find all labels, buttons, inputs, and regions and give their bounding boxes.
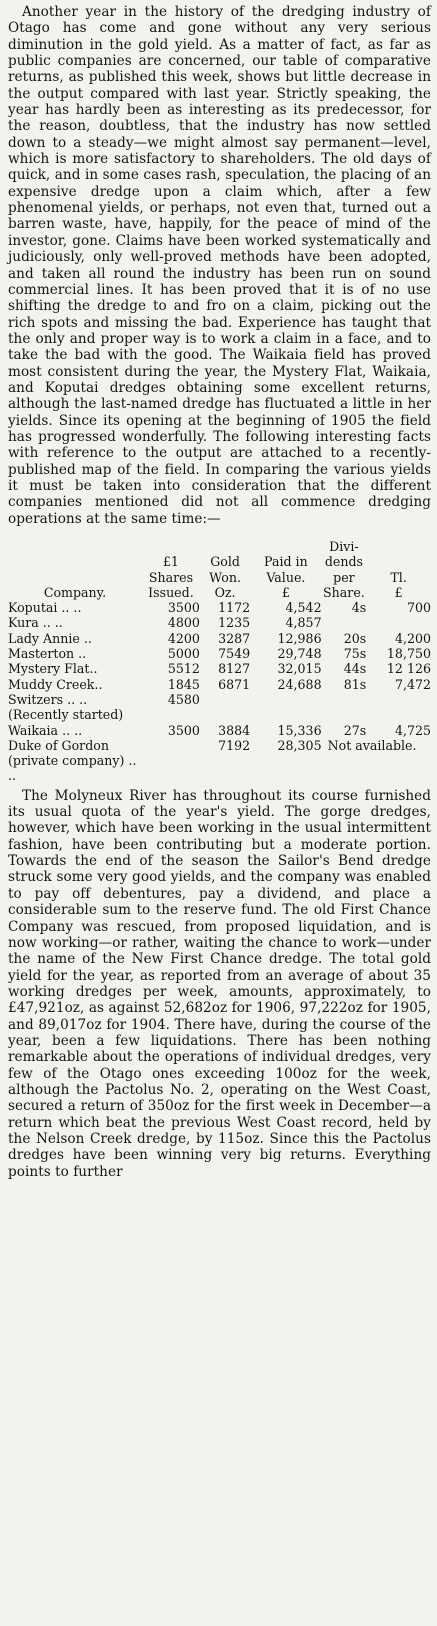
cell-value: 29,748 xyxy=(277,646,322,662)
cell-value: 4,857 xyxy=(285,615,322,631)
table-row xyxy=(8,723,431,738)
cell-shares: 4580 xyxy=(167,691,200,707)
cell-total: 4,200 xyxy=(394,630,431,646)
cell-company: Switzers .. .. (Recently started) xyxy=(8,691,124,723)
cell-total: 18,750 xyxy=(386,646,431,662)
cell-total: 7,472 xyxy=(394,676,431,692)
cell-shares: 1845 xyxy=(167,676,200,692)
cell-company: Muddy Creek.. xyxy=(8,676,103,692)
cell-per-share: 75s xyxy=(343,646,367,662)
cell-total: 4,725 xyxy=(394,722,431,738)
cell-value: 24,688 xyxy=(277,676,322,692)
cell-company: Masterton .. xyxy=(8,646,87,662)
cell-gold: 3287 xyxy=(218,630,251,646)
dredging-returns-table xyxy=(8,539,431,784)
header-paid-value: Paid in Value. £ xyxy=(264,554,308,600)
header-dividends-per-share: Divi- dends per Share. xyxy=(323,539,365,600)
cell-value xyxy=(250,692,321,723)
cell-company: Lady Annie .. xyxy=(8,630,92,646)
cell-per-share: 81s xyxy=(343,676,367,692)
table-header-row xyxy=(8,539,431,600)
article-paragraph-2: The Molyneux River has throughout its course furnished its usual quota of the year's yield. The gorge dredges, however, which have been working in the usual intermittent fashion, have been contributing but a moderate portion. Towards the end of the season the Sailor's Bend dredge struck some very good yields, and the company was enabled to pay off debentures, pay a dividend, and place a considerable sum to the reserve fund. The old First Chance Company was rescued, from proposed liquidation, and is now working—or rather, waiting the chance to work—under the name of the New First Chance dredge. The total gold yield for the year, as reported from an average of about 35 working dredges per week, amounts, approximately, to £47,921oz, as against 52,682oz for 1906, 97,222oz for 1905, and 89,017oz for 1904. There have, during the course of the year, been a few liquidations. There has been nothing remarkable about the operations of individual dredges, very few of the Otago ones exceeding 100oz for the week, although the Pactolus No. 2, operating on the West Coast, secured a return of 350oz for the first week in December—a return which beat the previous West Coast record, held by the Nelson Creek dredge, by 115oz. Since this the Pactolus dredges have been winning very big returns. Everything points to further xyxy=(8,787,431,1180)
cell-per-share xyxy=(322,692,367,723)
cell-total: Not available. xyxy=(327,737,417,753)
table-row xyxy=(8,692,431,723)
cell-company: Kura .. .. xyxy=(8,615,63,631)
cell-gold: 7192 xyxy=(218,737,251,753)
table-row xyxy=(8,631,431,646)
cell-shares: 4800 xyxy=(167,615,200,631)
cell-total xyxy=(366,692,431,723)
cell-per-share: 4s xyxy=(351,600,367,616)
cell-company: Duke of Gordon (private company) .. .. xyxy=(8,737,137,784)
cell-gold: 1172 xyxy=(218,600,251,616)
cell-per-share: 44s xyxy=(343,661,367,677)
header-gold-won: Gold Won. Oz. xyxy=(209,554,241,600)
cell-shares: 5000 xyxy=(167,646,200,662)
cell-shares: 3500 xyxy=(167,722,200,738)
cell-value: 12,986 xyxy=(277,630,322,646)
header-company: Company. xyxy=(43,584,107,600)
cell-shares: 3500 xyxy=(167,600,200,616)
cell-per-share: 27s xyxy=(343,722,367,738)
article-paragraph-1: Another year in the history of the dredging industry of Otago has come and gone without any very serious diminution in the gold yield. As a matter of fact, as far as public companies are concerned, our table of comparative returns, as published this week, shows but little decrease in the output compared with last year. Strictly speaking, the year has hardly been as interesting as its predecessor, for the reason, doubtless, that the industry has now settled down to a steady—we might almost say permanent—level, which is more satisfactory to shareholders. The old days of quick, and in some cases rash, speculation, the placing of an expensive dredge upon a claim which, after a few phenomenal yields, or perhaps, not even that, turned out a barren waste, have, happily, for the peace of mind of the investor, gone. Claims have been worked systematically and judiciously, only well-proved methods have been adopted, and taken all round the industry has been run on sound commercial lines. It has been proved that it is of no use shifting the dredge to and fro on a claim, picking out the rich spots and missing the bad. Experience has taught that the only and proper way is to work a claim in a face, and to take the bad with the good. The Waikaia field has proved most consistent during the year, the Mystery Flat, Waikaia, and Koputai dredges obtaining some excellent returns, although the last-named dredge has fluctuated a little in her yields. Since its opening at the beginning of 1905 the field has progressed wonderfully. The following interesting facts with reference to the output are attached to a recently-published map of the field. In comparing the various yields it must be taken into consideration that the different companies mentioned did not all commence dredging operations at the same time:— xyxy=(8,4,431,527)
cell-value: 28,305 xyxy=(277,737,322,753)
cell-value: 15,336 xyxy=(277,722,322,738)
cell-gold xyxy=(200,692,250,723)
table-row xyxy=(8,600,431,615)
cell-shares xyxy=(142,738,200,784)
cell-shares: 4200 xyxy=(167,630,200,646)
table-row xyxy=(8,661,431,676)
table-row xyxy=(8,738,431,784)
cell-value: 32,015 xyxy=(277,661,322,677)
cell-gold: 6871 xyxy=(218,676,251,692)
table-row xyxy=(8,646,431,661)
header-dividends-total: Tl. £ xyxy=(390,569,407,600)
cell-total: 12 126 xyxy=(386,661,431,677)
cell-company: Waikaia .. .. xyxy=(8,722,83,738)
cell-value: 4,542 xyxy=(285,600,322,616)
table-row xyxy=(8,677,431,692)
cell-company: Mystery Flat.. xyxy=(8,661,98,677)
table-row xyxy=(8,615,431,630)
cell-shares: 5512 xyxy=(167,661,200,677)
cell-gold: 7549 xyxy=(218,646,251,662)
cell-company: Koputai .. .. xyxy=(8,600,82,616)
cell-per-share xyxy=(322,615,367,630)
header-shares-issued: £1 Shares Issued. xyxy=(148,554,194,600)
cell-total: 700 xyxy=(406,600,431,616)
cell-gold: 8127 xyxy=(218,661,251,677)
cell-per-share: 20s xyxy=(343,630,367,646)
cell-gold: 1235 xyxy=(218,615,251,631)
cell-total xyxy=(366,615,431,630)
cell-gold: 3884 xyxy=(218,722,251,738)
